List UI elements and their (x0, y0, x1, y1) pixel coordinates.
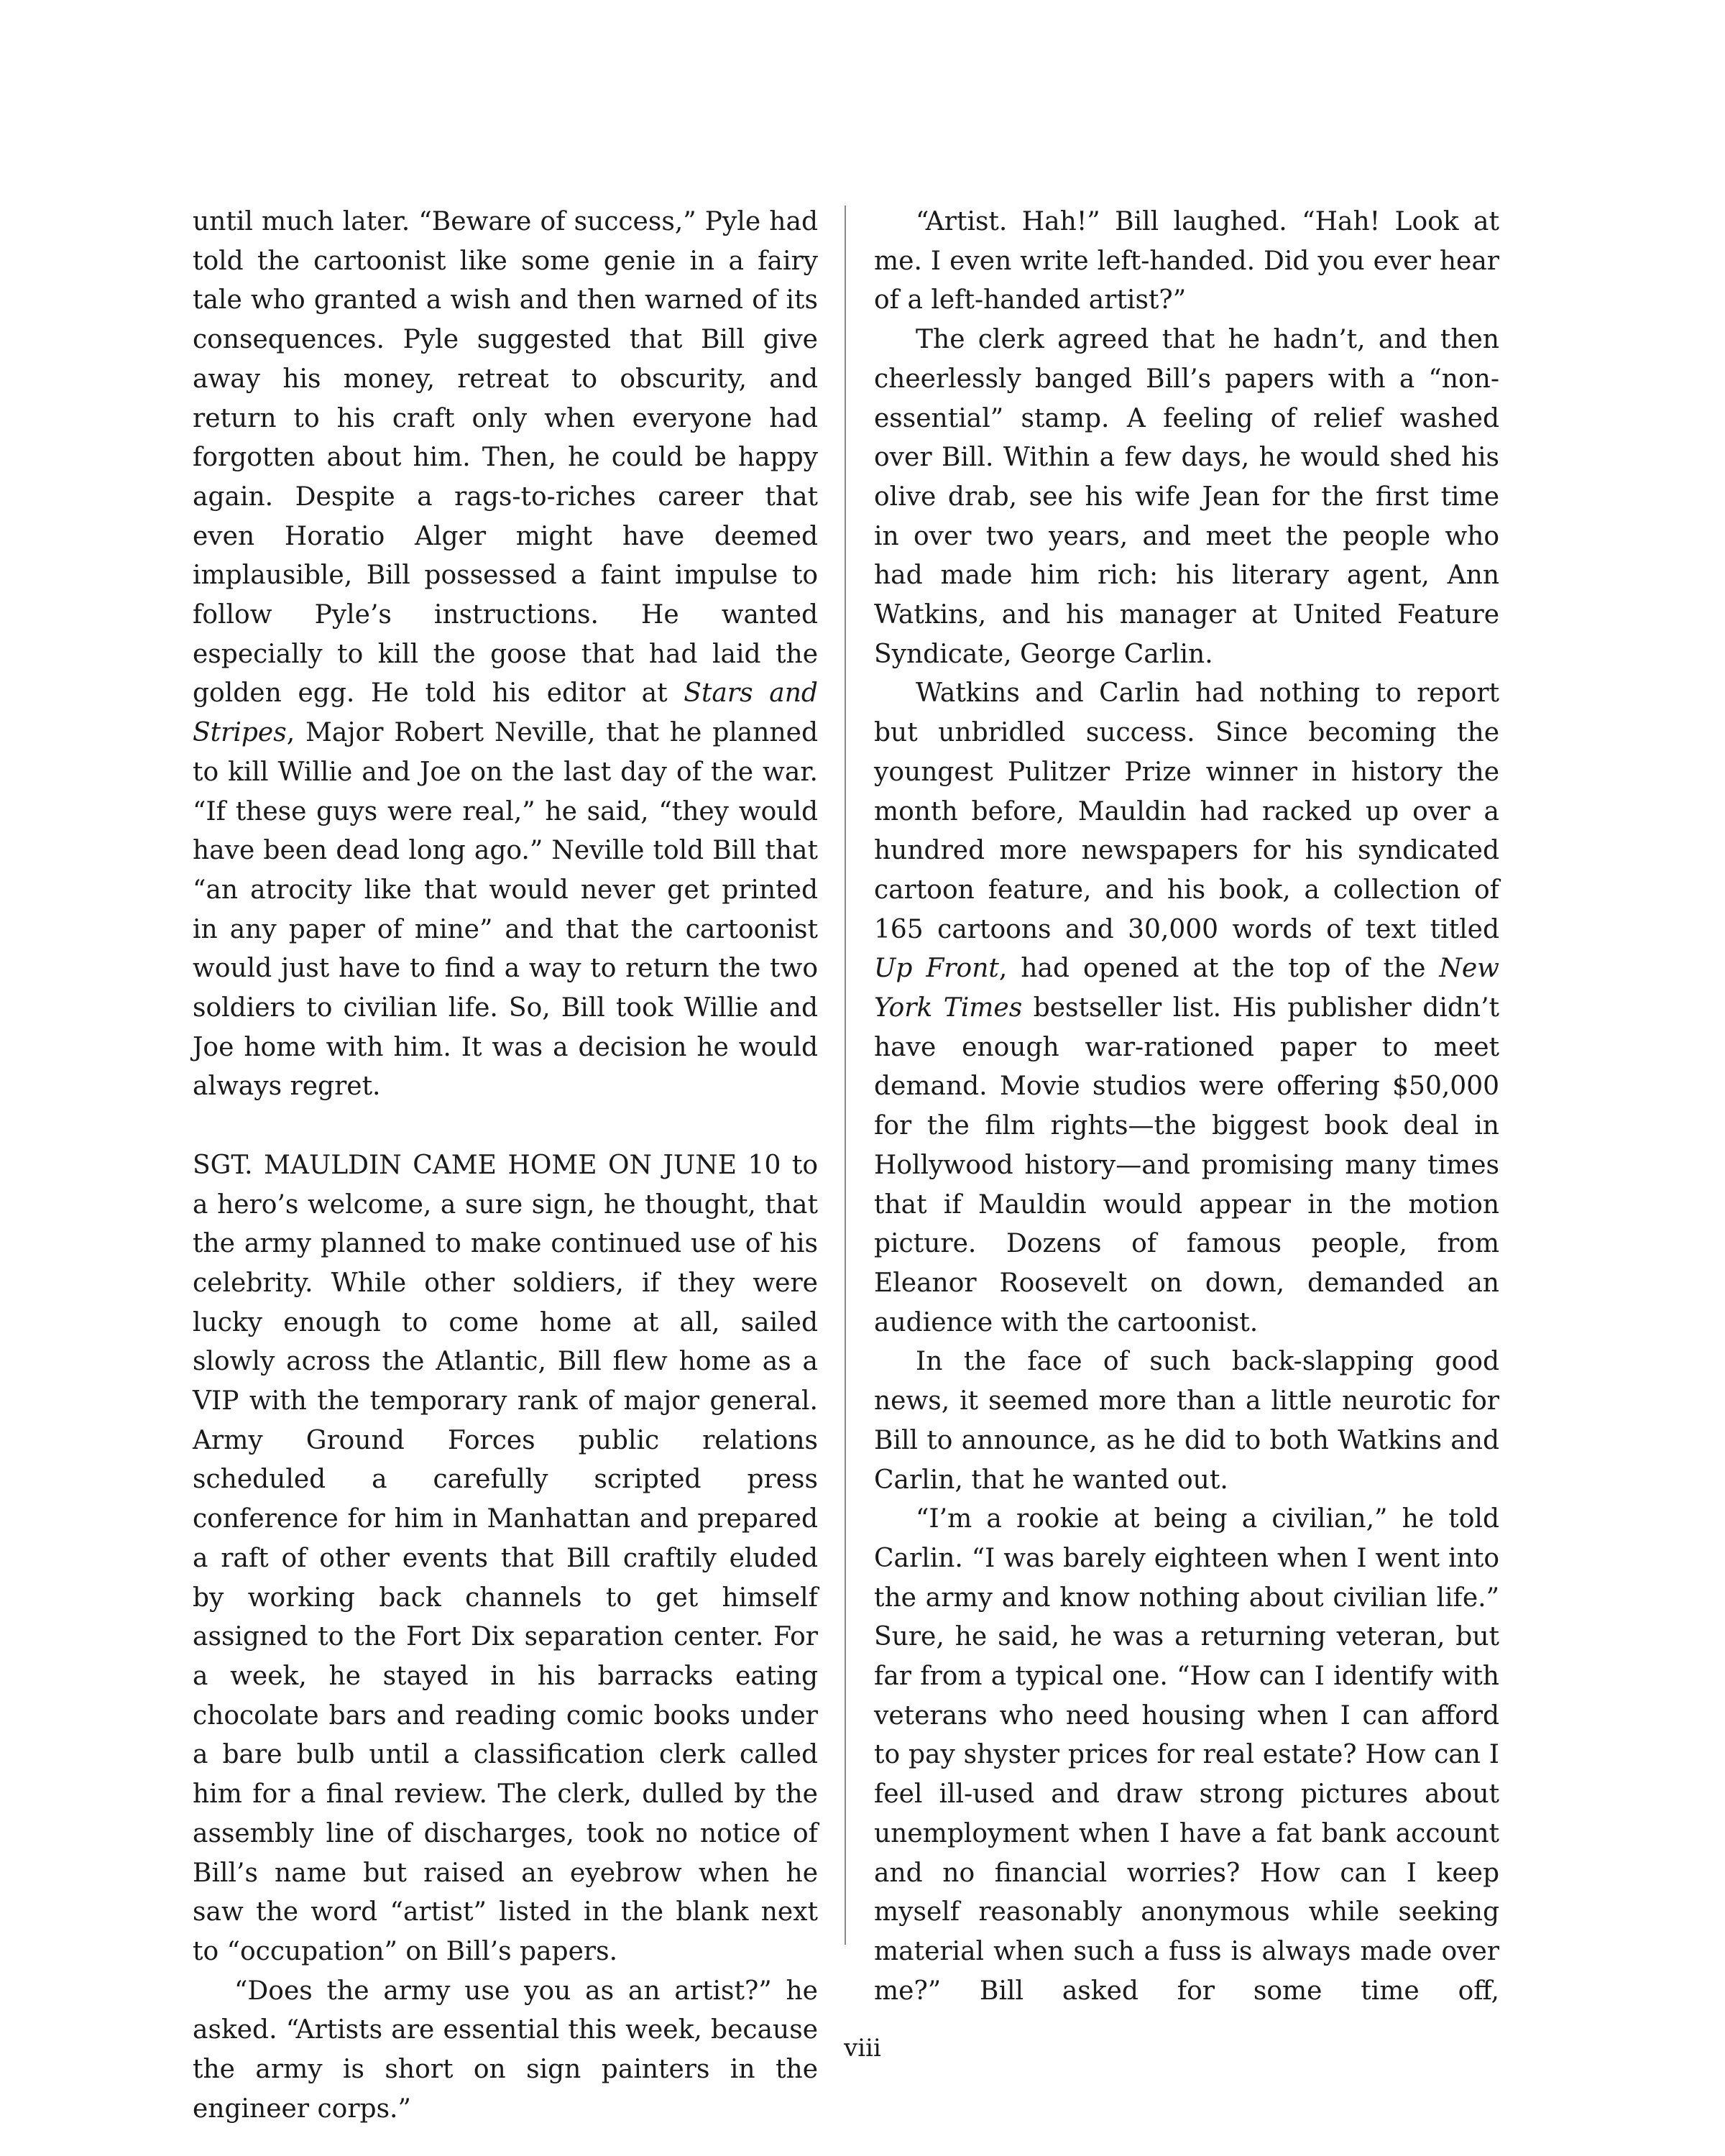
paragraph: The clerk agreed that he hadn’t, and then cheerlessly banged Bill’s papers with a “non-essential” stamp. A feeling of relief washed over Bill. Within a few days, he would shed his olive drab, see his wife Jean for the first time in over two years, and meet the people who had made him rich: his literary agent, Ann Watkins, and his manager at United Feature Syndicate, George Carlin. (874, 325, 1499, 669)
page-number: viii (844, 2034, 881, 2063)
paragraph: “Artist. Hah!” Bill laughed. “Hah! Look at me. I even write left-handed. Did you ever hear of a left-handed artist?” (874, 207, 1499, 315)
paragraph: “I’m a rookie at being a civilian,” he told Carlin. “I was barely eighteen when I went into the army and know nothing about civilian life.” Sure, he said, he was a returning veteran, but far from a typical one. “How can I identify with veterans who need housing when I can afford to pay shyster prices for real estate? How can I feel ill-used and draw strong pictures about unemployment when I have a fat bank account and no financial worries? How can I keep myself reasonably anonymous while seeking material when such a fuss is always made over me?” Bill asked for some time off, (874, 1504, 1499, 2006)
paragraph: In the face of such back-slapping good news, it seemed more than a little neurotic for Bill to announce, as he did to both Watkins and Carlin, that he wanted out. (874, 1347, 1499, 1495)
right-column (874, 203, 1499, 2011)
paragraph: until much later. “Beware of success,” Pyle had told the cartoonist like some genie in a fairy tale who granted a wish and then warned of its consequences. Pyle suggested that Bill give away his money, retreat to obscurity, and return to his craft only when everyone had forgotten about him. Then, he could be happy again. Despite a rags-to-riches career that even Horatio Alger might have deemed implausible, Bill possessed a faint impulse to follow Pyle’s instructions. He wanted especially to kill the goose that had laid the golden egg. He told his editor at Stars and Stripes, Major Robert Neville, that he planned to kill Willie and Joe on the last day of the war. “If these guys were real,” he said, “they would have been dead long ago.” Neville told Bill that “an atrocity like that would never get printed in any paper of mine” and that the cartoonist would just have to find a way to return the two soldiers to civilian life. So, Bill took Willie and Joe home with him. It was a decision he would always regret. (193, 207, 818, 1102)
paragraph: Watkins and Carlin had nothing to report but unbridled success. Since becoming the youngest Pulitzer Prize winner in history the month before, Mauldin had racked up over a hundred more newspapers for his syndicated cartoon feature, and his book, a collection of 165 cartoons and 30,000 words of text titled Up Front, had opened at the top of the New York Times bestseller list. His publisher didn’t have enough war-rationed paper to meet demand. Movie studios were offering $50,000 for the film rights—the biggest book deal in Hollywood history—and promising many times that if Mauldin would appear in the motion picture. Dozens of famous people, from Eleanor Roosevelt on down, demanded an audience with the cartoonist. (874, 678, 1499, 1337)
left-column (193, 203, 818, 2129)
paragraph: “Does the army use you as an artist?” he asked. “Artists are essential this week, because the army is short on sign painters in the engineer corps.” (193, 1976, 818, 2124)
column-divider (845, 206, 846, 1945)
paragraph-section-start: SGT. MAULDIN CAME HOME ON JUNE 10 to a hero’s welcome, a sure sign, he thought, that the army planned to make continued use of his celebrity. While other soldiers, if they were lucky enough to come home at all, sailed slowly across the Atlantic, Bill flew home as a VIP with the temporary rank of major general. Army Ground Forces public relations scheduled a carefully scripted press conference for him in Manhattan and prepared a raft of other events that Bill craftily eluded by working back channels to get himself assigned to the Fort Dix separation center. For a week, he stayed in his barracks eating chocolate bars and reading comic books under a bare bulb until a classification clerk called him for a final review. The clerk, dulled by the assembly line of discharges, took no notice of Bill’s name but raised an eyebrow when he saw the word “artist” listed in the blank next to “occupation” on Bill’s papers. (193, 1150, 818, 1966)
